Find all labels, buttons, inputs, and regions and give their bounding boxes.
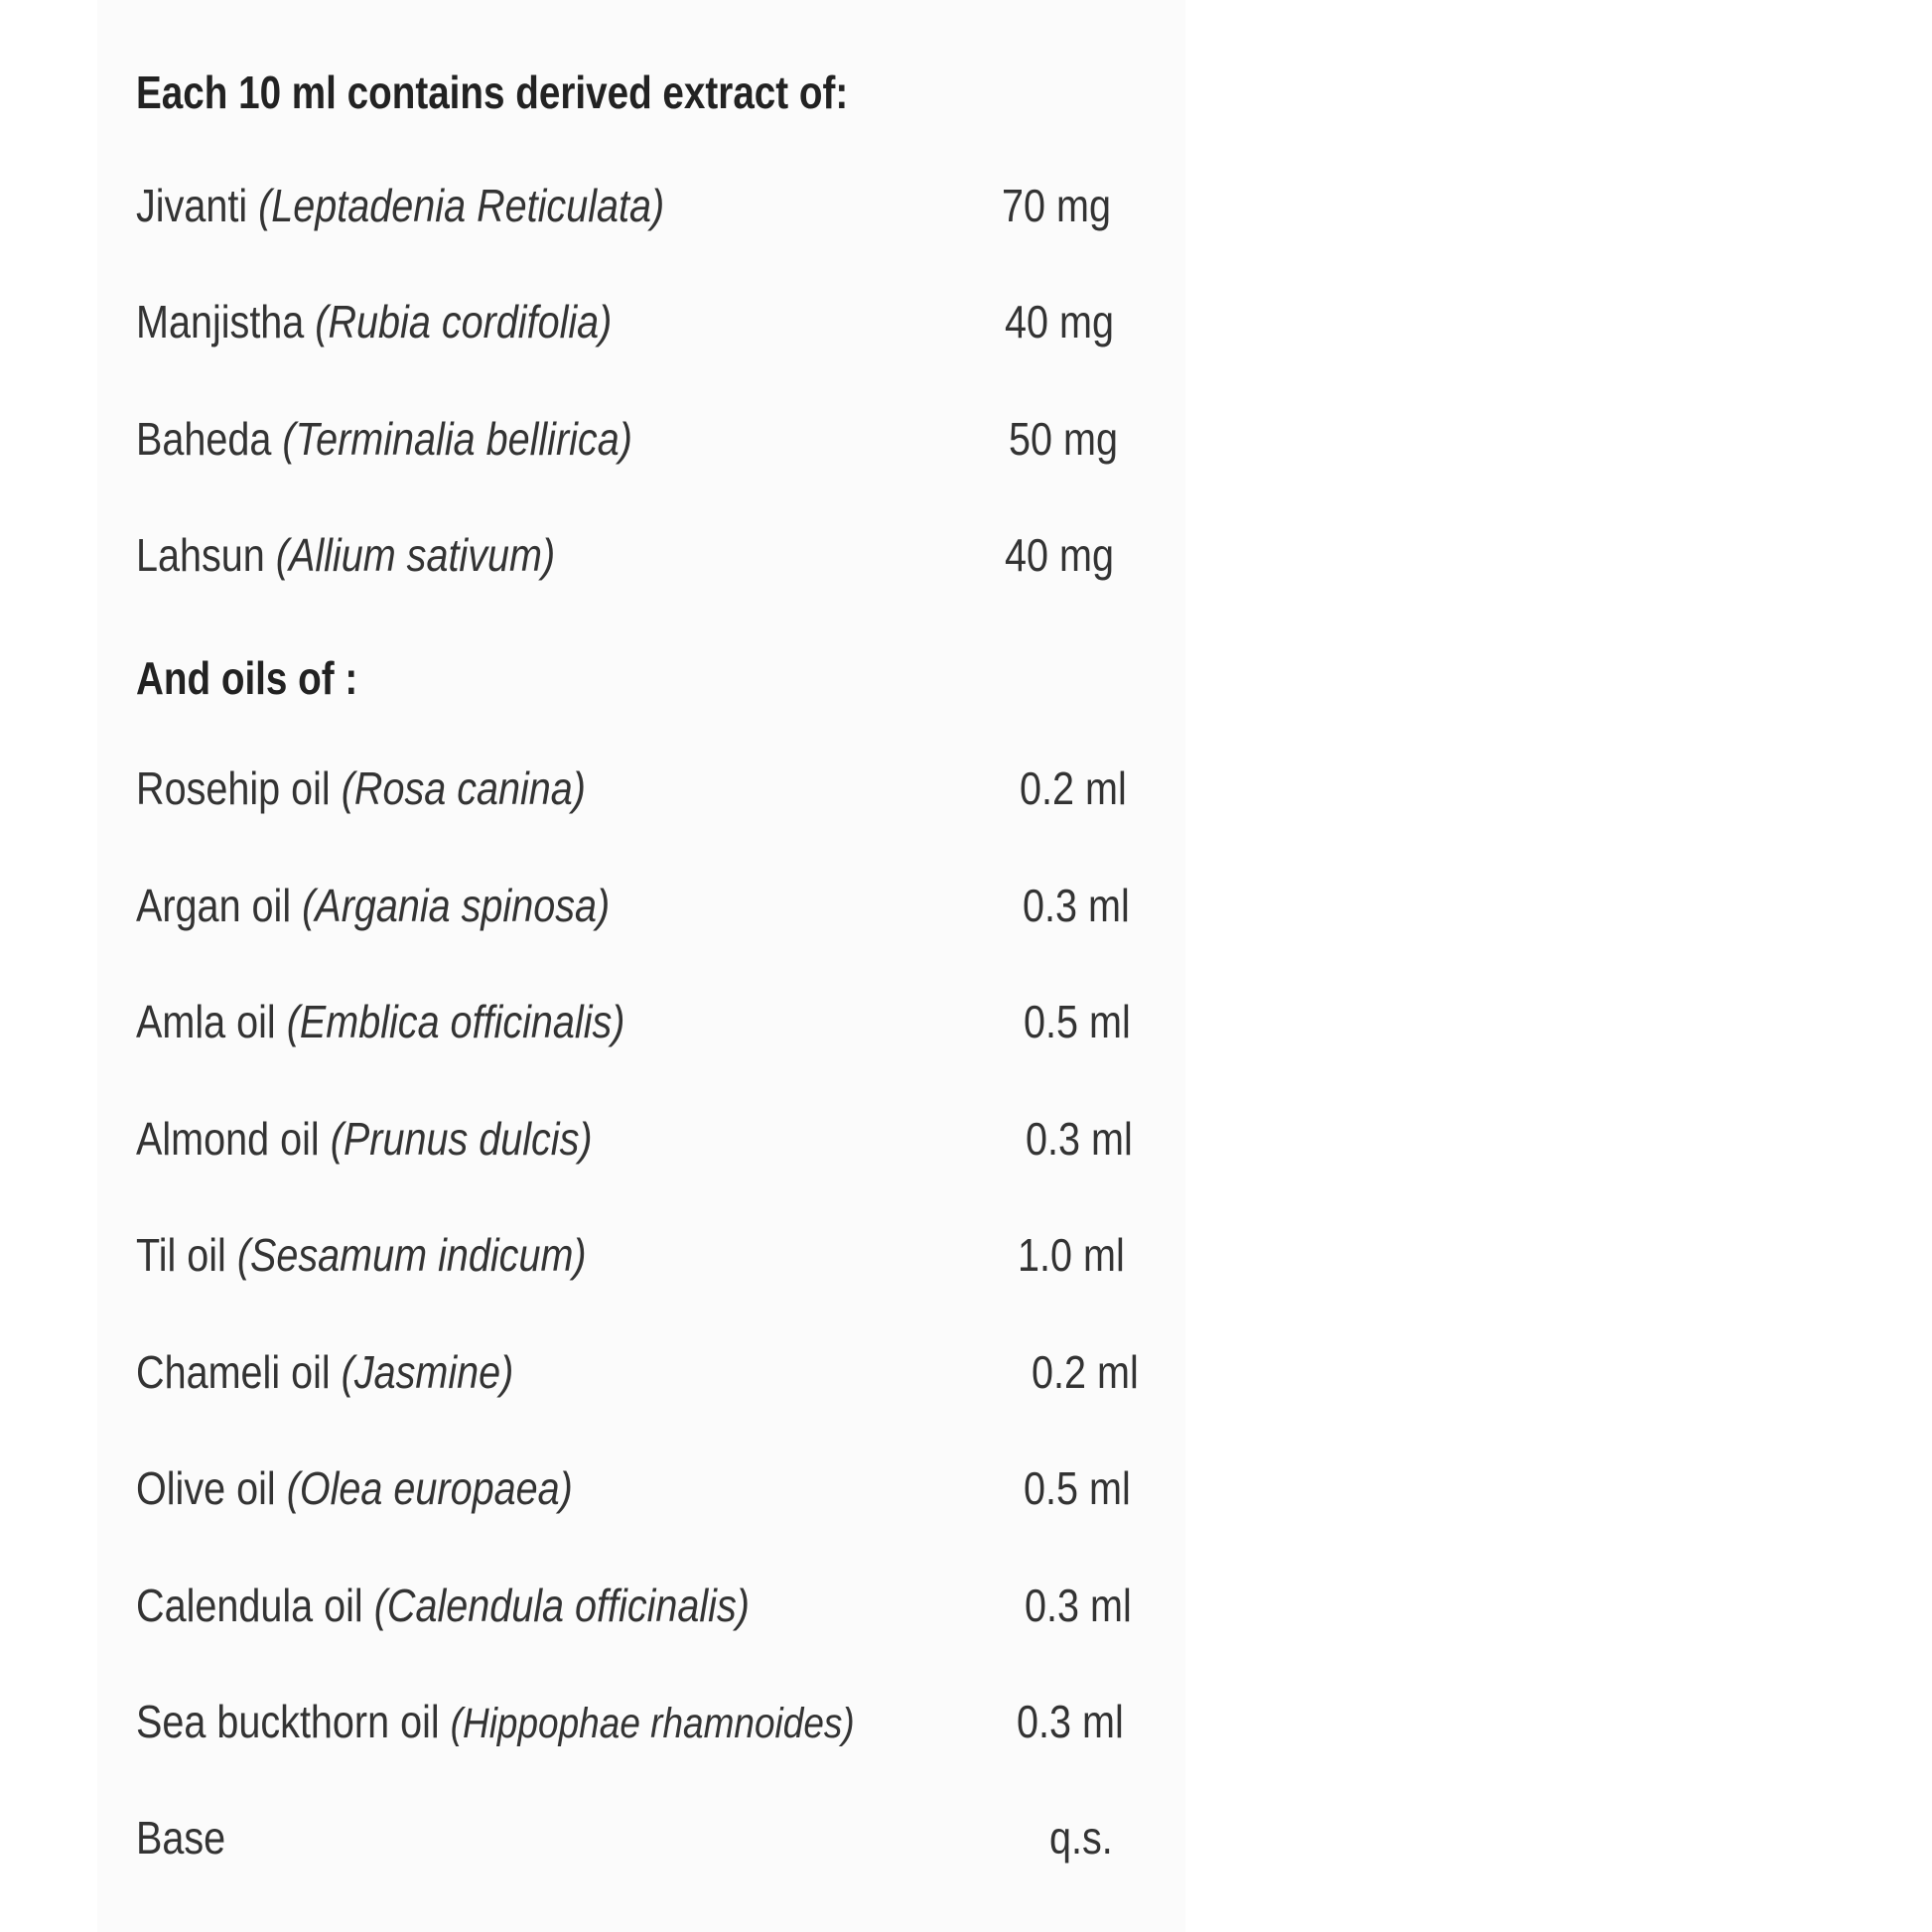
ingredient-latin-name: (Terminalia bellirica) <box>282 413 632 465</box>
extract-row-lahsun <box>136 528 1188 588</box>
extract-row-jivanti <box>136 179 1188 238</box>
ingredient-latin-name: (Emblica officinalis) <box>286 996 625 1047</box>
oil-row-calendula <box>136 1579 1188 1638</box>
ingredient-name: Baheda <box>136 413 272 465</box>
ingredient-latin-name: (Sesamum indicum) <box>236 1229 587 1281</box>
ingredient-amount: 70 mg <box>1002 180 1111 231</box>
ingredient-name: Base <box>136 1812 226 1863</box>
oil-row-til <box>136 1228 1188 1288</box>
ingredient-amount: 0.2 ml <box>1032 1346 1139 1398</box>
ingredient-latin-name: (Leptadenia Reticulata) <box>258 180 665 231</box>
oils-heading: And oils of : <box>136 652 358 704</box>
ingredient-name: Chameli oil <box>136 1346 331 1398</box>
ingredient-name: Calendula oil <box>136 1580 363 1631</box>
ingredient-label <box>136 1811 225 1865</box>
ingredient-latin-name: (Calendula officinalis) <box>373 1580 750 1631</box>
ingredient-label <box>136 1228 587 1283</box>
ingredients-panel <box>97 0 1185 1932</box>
ingredient-latin-name: (Rubia cordifolia) <box>315 296 613 347</box>
ingredient-name: Til oil <box>136 1229 226 1281</box>
extract-row-manjistha <box>136 295 1188 354</box>
ingredient-latin-name: (Hippophae rhamnoides) <box>450 1700 855 1747</box>
extract-row-baheda <box>136 412 1188 472</box>
ingredient-label <box>136 995 624 1049</box>
oil-row-amla <box>136 995 1188 1054</box>
ingredient-amount: 40 mg <box>1005 296 1114 347</box>
ingredient-name: Manjistha <box>136 296 305 347</box>
ingredient-name: Olive oil <box>136 1462 276 1514</box>
ingredient-amount: q.s. <box>1049 1812 1113 1863</box>
ingredient-name: Argan oil <box>136 880 292 931</box>
ingredient-label <box>136 879 610 933</box>
ingredient-amount: 40 mg <box>1005 529 1114 581</box>
ingredient-label <box>136 1345 513 1400</box>
ingredient-name: Almond oil <box>136 1113 320 1165</box>
ingredient-name: Jivanti <box>136 180 248 231</box>
ingredient-amount: 0.3 ml <box>1025 1580 1132 1631</box>
ingredient-latin-name: (Argania spinosa) <box>302 880 611 931</box>
ingredient-name: Sea buckthorn oil <box>136 1696 440 1747</box>
ingredient-label <box>136 412 632 467</box>
ingredient-latin-name: (Prunus dulcis) <box>330 1113 593 1165</box>
ingredient-name: Lahsun <box>136 529 265 581</box>
ingredient-amount: 0.5 ml <box>1024 1462 1131 1514</box>
ingredient-name: Amla oil <box>136 996 276 1047</box>
ingredient-label <box>136 528 555 583</box>
oil-row-chameli <box>136 1345 1188 1405</box>
ingredient-name: Rosehip oil <box>136 762 331 814</box>
ingredient-latin-name: (Olea europaea) <box>286 1462 573 1514</box>
ingredient-label <box>136 295 612 349</box>
ingredient-latin-name: (Jasmine) <box>341 1346 514 1398</box>
oil-row-argan <box>136 879 1188 938</box>
ingredient-label <box>136 761 586 816</box>
ingredient-label <box>136 1461 573 1516</box>
extract-heading: Each 10 ml contains derived extract of: <box>136 67 849 118</box>
oil-row-sea-buckthorn <box>136 1695 1188 1754</box>
ingredient-label <box>136 179 664 233</box>
ingredient-amount: 0.3 ml <box>1017 1696 1124 1747</box>
ingredient-label <box>136 1579 750 1633</box>
oil-row-olive <box>136 1461 1188 1521</box>
ingredient-latin-name: (Allium sativum) <box>275 529 556 581</box>
ingredient-label <box>136 1112 593 1167</box>
oil-row-rosehip <box>136 761 1188 821</box>
ingredient-amount: 50 mg <box>1009 413 1118 465</box>
ingredient-amount: 1.0 ml <box>1018 1229 1125 1281</box>
ingredient-amount: 0.3 ml <box>1023 880 1130 931</box>
oil-row-base <box>136 1811 1188 1870</box>
ingredient-amount: 0.2 ml <box>1020 762 1127 814</box>
ingredient-amount: 0.3 ml <box>1026 1113 1133 1165</box>
oil-row-almond <box>136 1112 1188 1172</box>
ingredient-amount: 0.5 ml <box>1024 996 1131 1047</box>
ingredient-label <box>136 1695 855 1750</box>
ingredient-latin-name: (Rosa canina) <box>341 762 586 814</box>
